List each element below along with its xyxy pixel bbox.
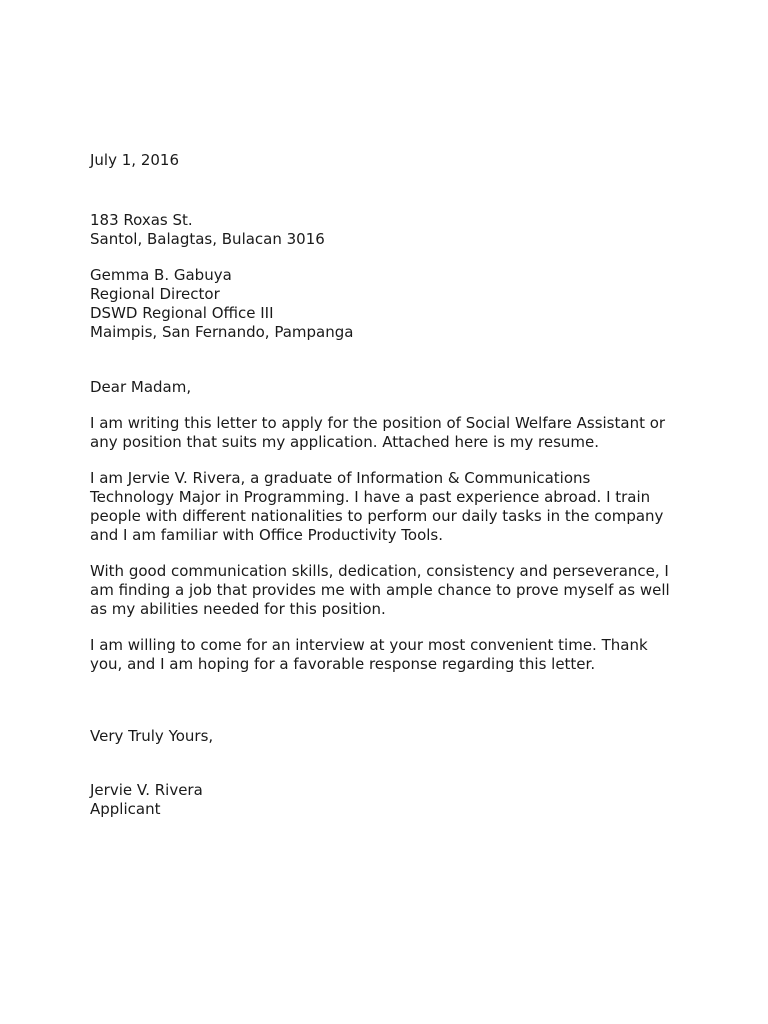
paragraph-line: people with different nationalities to perform our daily tasks in the company: [90, 507, 664, 525]
paragraph-line: Technology Major in Programming. I have a past experience abroad. I train: [90, 488, 651, 506]
paragraph-line: With good communication skills, dedication, consistency and perseverance, I: [90, 562, 669, 580]
recipient-name: Gemma B. Gabuya: [90, 266, 232, 284]
salutation: [90, 378, 690, 397]
closing: [90, 727, 690, 746]
paragraph-line: as my abilities needed for this position.: [90, 600, 386, 618]
date-text: July 1, 2016: [90, 151, 179, 169]
paragraph-line: I am writing this letter to apply for the position of Social Welfare Assistant or: [90, 414, 666, 432]
recipient-block: [90, 266, 690, 342]
paragraph-line: I am willing to come for an interview at your most convenient time. Thank: [90, 636, 648, 654]
paragraph-line: and I am familiar with Office Productivity Tools.: [90, 526, 444, 544]
recipient-title: Regional Director: [90, 285, 220, 303]
paragraph-line: you, and I am hoping for a favorable response regarding this letter.: [90, 655, 596, 673]
body-paragraph-2: [90, 469, 690, 545]
letter-date: [90, 151, 690, 170]
paragraph-line: any position that suits my application. Attached here is my resume.: [90, 433, 600, 451]
signature-title: Applicant: [90, 800, 161, 818]
cover-letter: [90, 151, 690, 819]
sender-address-line: 183 Roxas St.: [90, 211, 193, 229]
sender-address: [90, 211, 690, 249]
recipient-office: DSWD Regional Office III: [90, 304, 274, 322]
body-paragraph-3: [90, 562, 690, 619]
paragraph-line: I am Jervie V. Rivera, a graduate of Information & Communications: [90, 469, 591, 487]
paragraph-line: am finding a job that provides me with ample chance to prove myself as well: [90, 581, 670, 599]
sender-address-line: Santol, Balagtas, Bulacan 3016: [90, 230, 325, 248]
signature-name: Jervie V. Rivera: [90, 781, 203, 799]
recipient-address: Maimpis, San Fernando, Pampanga: [90, 323, 354, 341]
body-paragraph-4: [90, 636, 690, 674]
closing-text: Very Truly Yours,: [90, 727, 214, 745]
body-paragraph-1: [90, 414, 690, 452]
signature-block: [90, 781, 690, 819]
salutation-text: Dear Madam,: [90, 378, 192, 396]
